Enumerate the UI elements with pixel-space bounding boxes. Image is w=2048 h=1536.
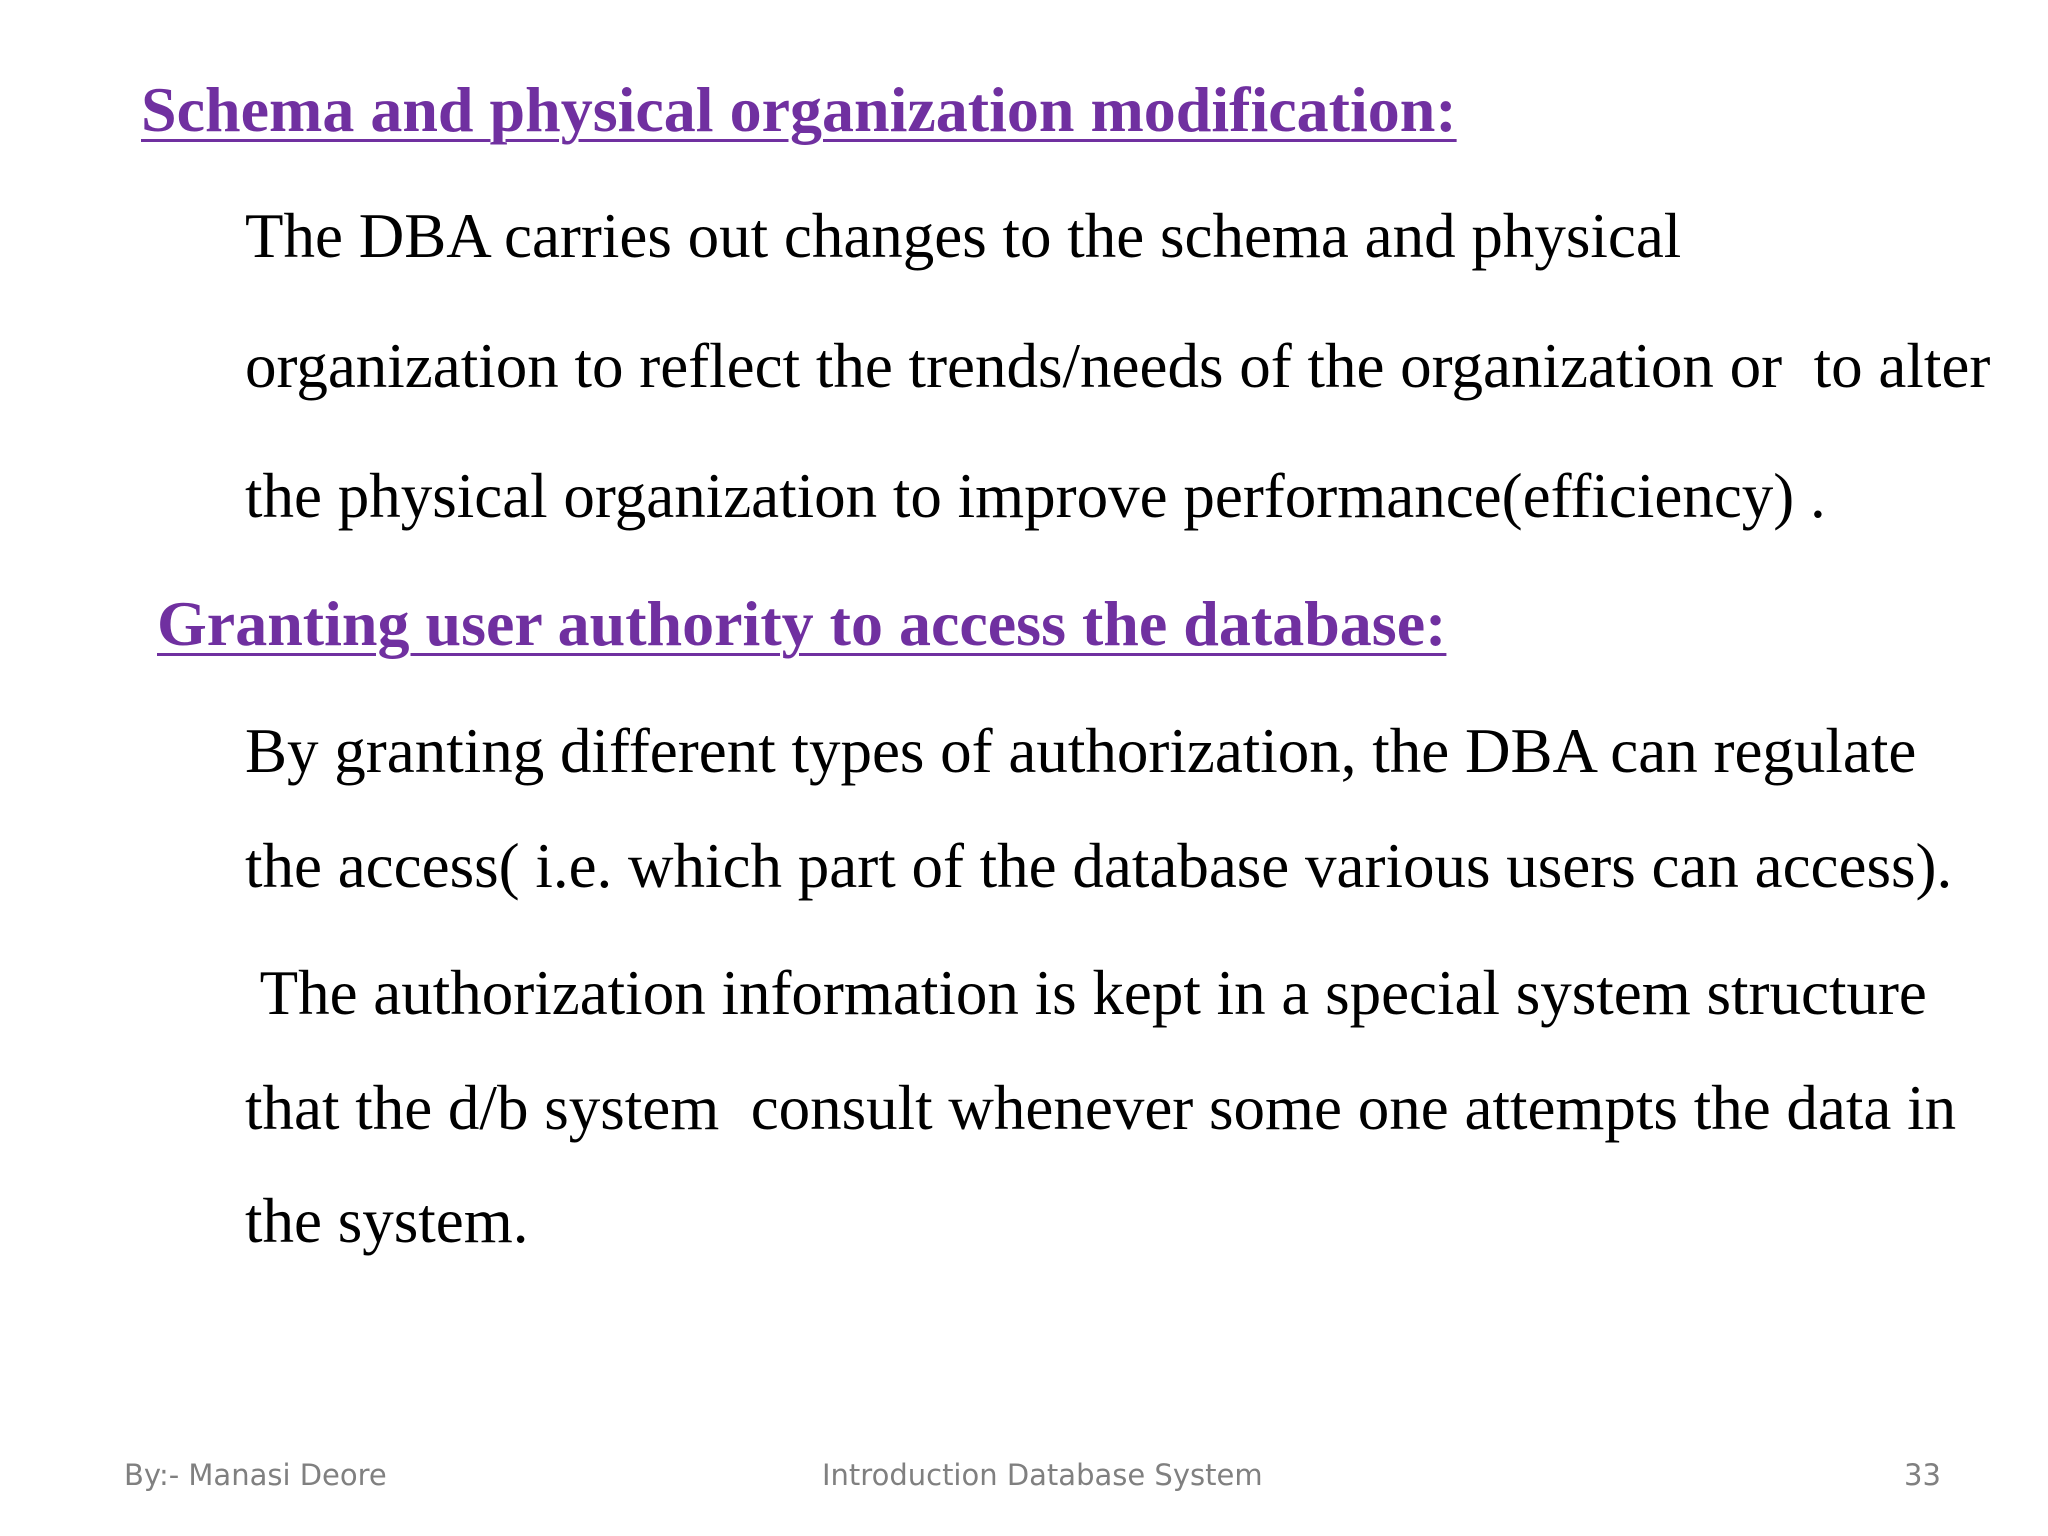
footer-author: By:- Manasi Deore bbox=[124, 1458, 387, 1492]
body-text-line: the system. bbox=[245, 1186, 529, 1256]
body-text-line: The authorization information is kept in a special system structure bbox=[245, 958, 1927, 1028]
body-text-line: the physical organization to improve performance(efficiency) . bbox=[245, 461, 1826, 531]
footer-title: Introduction Database System bbox=[822, 1458, 1263, 1492]
slide-page-number: 33 bbox=[1904, 1458, 1941, 1492]
body-text-line: By granting different types of authorization, the DBA can regulate bbox=[245, 716, 1917, 786]
body-text-line: that the d/b system consult whenever some one attempts the data in bbox=[245, 1073, 1957, 1143]
section-heading-granting-authority: Granting user authority to access the database: bbox=[157, 588, 1447, 659]
body-text-line: the access( i.e. which part of the database various users can access). bbox=[245, 831, 1953, 901]
body-text-line: organization to reflect the trends/needs of the organization or to alter bbox=[245, 331, 1991, 401]
body-text-line: The DBA carries out changes to the schema and physical bbox=[245, 201, 1682, 271]
section-heading-schema-modification: Schema and physical organization modification: bbox=[141, 74, 1457, 145]
